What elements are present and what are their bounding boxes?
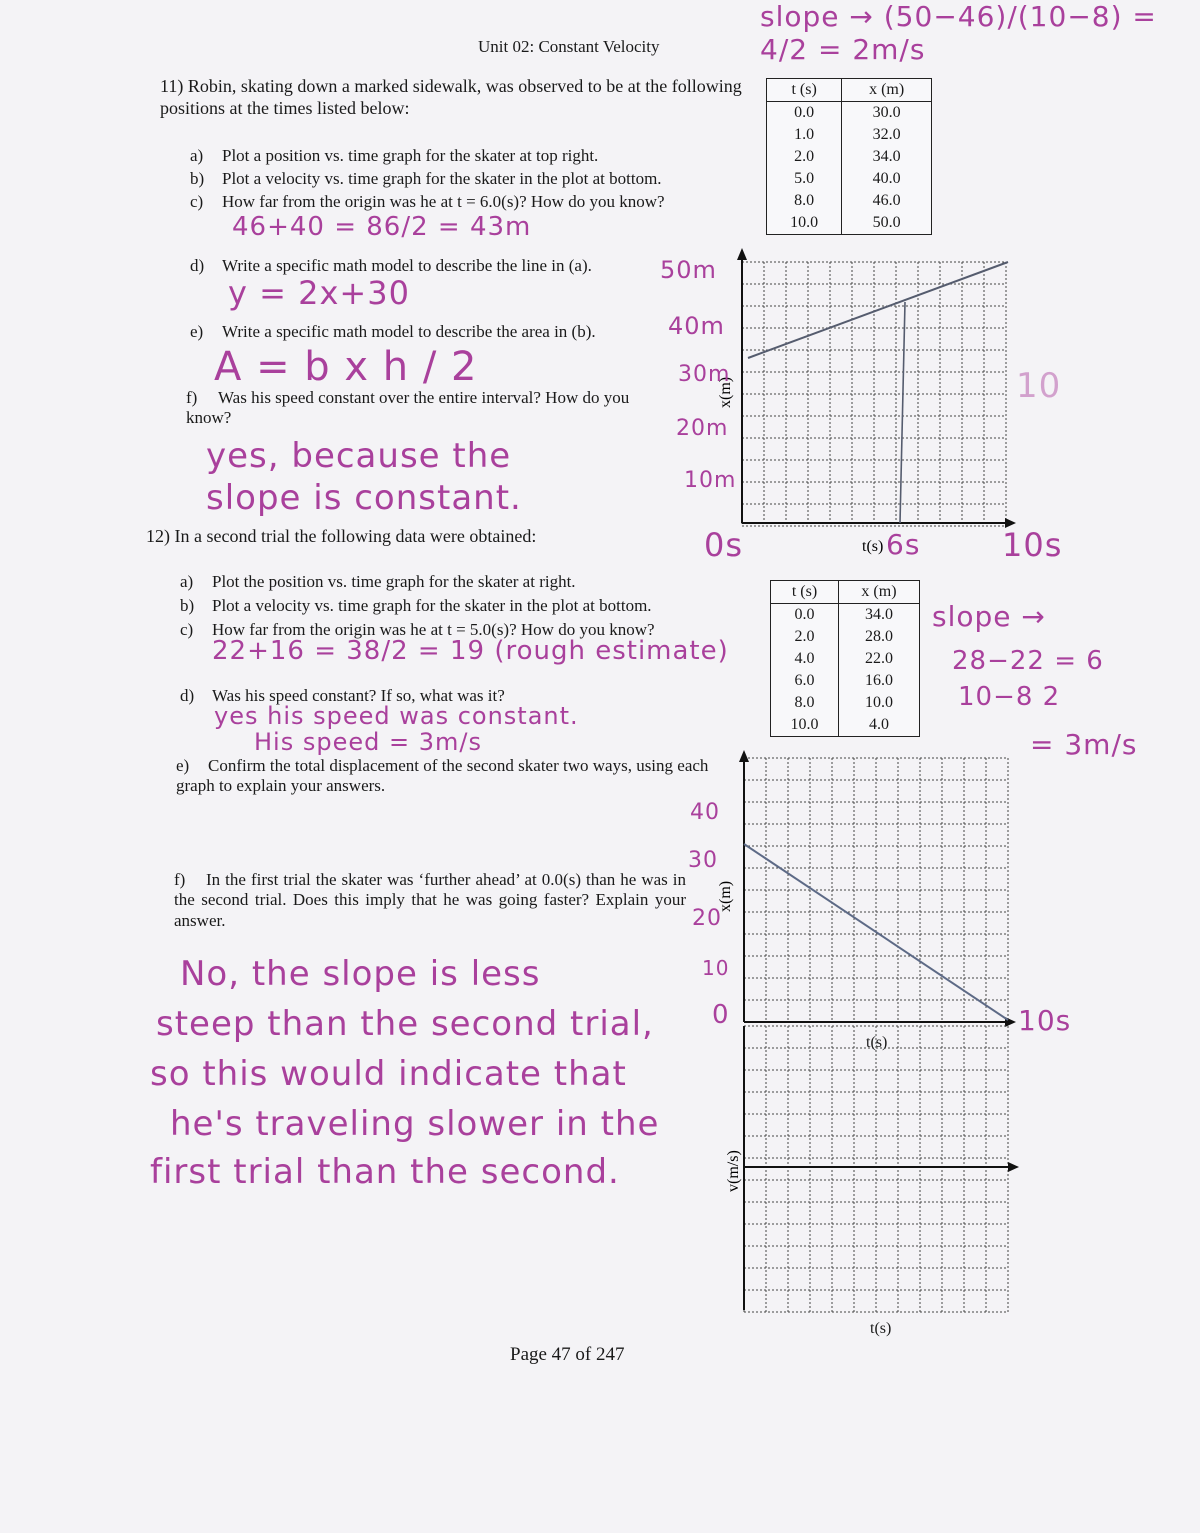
q12-answer-f-line4: he's traveling slower in the [170, 1104, 660, 1144]
q11-item-c: c) How far from the origin was he at t = 6.0(s)? How do you know? [190, 192, 665, 211]
q12-hw-xtick-10: 10s [1018, 1004, 1072, 1037]
q11-data-table [766, 78, 932, 235]
q12-item-d: d) Was his speed constant? If so, what was it? [180, 686, 505, 705]
q11-item-a: a) Plot a position vs. time graph for the skater at top right. [190, 146, 599, 165]
q12-intro-text: In a second trial the following data were obtained: [174, 526, 537, 546]
q11-item-d: d) Write a specific math model to describe the line in (a). [190, 256, 592, 275]
q12-answer-f-line1: No, the slope is less [180, 954, 541, 994]
table-row: 8.0 46.0 [767, 190, 932, 212]
q12-hw-ytick-30: 30 [688, 848, 718, 873]
table-header-row: t (s) x (m) [767, 79, 932, 102]
q12-hw-ytick-20: 20 [692, 906, 722, 931]
table-row: 8.0 10.0 [771, 692, 920, 714]
table-row: 0.0 30.0 [767, 102, 932, 125]
grid-lines [742, 262, 1006, 526]
q11-answer-f-line2: slope is constant. [206, 478, 522, 518]
grid-lines [744, 1026, 1008, 1312]
q11-hw-ytick-50: 50m [660, 256, 717, 284]
q11-intro-text: Robin, skating down a marked sidewalk, was observed to be at the following positions at the times listed below: [160, 76, 742, 118]
q12-intro [146, 526, 686, 548]
q11-hw-xtick-10: 10s [1002, 526, 1063, 564]
q12-answer-f-line2: steep than the second trial, [156, 1004, 654, 1044]
q12-item-f: f) In the first trial the skater was ‘further ahead’ at 0.0(s) than he was in the second trial. Does this imply that he was going faster? Explain your answer. [174, 870, 686, 930]
q12-item-b: b) Plot a velocity vs. time graph for the skater in the plot at bottom. [180, 596, 652, 615]
q12-answer-f-line3: so this would indicate that [150, 1054, 627, 1094]
x-axis-arrow [1008, 1162, 1019, 1172]
table-header-row: t (s) x (m) [771, 581, 920, 604]
grid-lines [744, 758, 1008, 1022]
q12-slope-line2: 28−22 = 6 [952, 646, 1104, 676]
q12-item-e: e) Confirm the total displacement of the second skater two ways, using each graph to explain your answers. [176, 756, 709, 796]
q11-xlabel: t(s) [862, 538, 884, 555]
q12-x-xlabel: t(s) [866, 1034, 888, 1051]
q12-position-graph [700, 746, 1060, 1036]
unit-title: Unit 02: Constant Velocity [478, 37, 660, 56]
q12-velocity-graph [700, 1024, 1060, 1314]
q11-hw-ytick-40: 40m [668, 312, 725, 340]
q12-answer-d-line2: His speed = 3m/s [254, 728, 482, 756]
q11-answer-c: 46+40 = 86/2 = 43m [232, 212, 532, 242]
q11-hw-ytick-10: 10m [684, 468, 737, 493]
q11-hw-ytick-30: 30m [678, 362, 731, 387]
q11-hw-ytick-20: 20m [676, 416, 729, 441]
q12-slope-line3: 10−8 2 [958, 682, 1061, 712]
q11-hw-margin-note: 10 [1016, 366, 1062, 406]
q11-plotted-line [748, 262, 1008, 358]
q11-number: 11) [160, 76, 184, 96]
y-axis-arrow [737, 248, 747, 260]
q11-intro [160, 76, 750, 119]
table-row: 2.0 34.0 [767, 146, 932, 168]
q11-hw-xtick-0: 0s [704, 526, 744, 564]
q12-v-ylabel: v(m/s) [725, 1150, 742, 1192]
table-row: 10.0 50.0 [767, 212, 932, 235]
q11-answer-f-line1: yes, because the [206, 436, 512, 476]
q11-item-f: f) Was his speed constant over the entire interval? How do you know? [186, 388, 630, 428]
table-row: 4.0 22.0 [771, 648, 920, 670]
table-row: 10.0 4.0 [771, 714, 920, 737]
q12-hw-ytick-0: 0 [712, 1000, 730, 1030]
table-row: 1.0 32.0 [767, 124, 932, 146]
q11-hw-xtick-6: 6s [886, 528, 921, 561]
q12-item-c: c) How far from the origin was he at t = 5.0(s)? How do you know? [180, 620, 655, 639]
q12-slope-line1: slope → [932, 600, 1046, 633]
table-row: 0.0 34.0 [771, 604, 920, 627]
q11-item-e: e) Write a specific math model to describe the area in (b). [190, 322, 596, 341]
q12-slope-line4: = 3m/s [1030, 728, 1138, 761]
y-axis-arrow [739, 750, 749, 762]
q12-ylabel: x(m) [717, 880, 734, 912]
q11-slope-note: slope → (50−46)/(10−8) = 4/2 = 2m/s [760, 0, 1157, 66]
table-row: 6.0 16.0 [771, 670, 920, 692]
q11-position-graph [700, 240, 1063, 570]
q12-hw-ytick-10: 10 [702, 956, 730, 980]
q12-hw-ytick-40: 40 [690, 800, 720, 825]
q11-t6-guide-line [900, 302, 905, 523]
q11-ylabel: x(m) [717, 376, 734, 408]
table-row: 2.0 28.0 [771, 626, 920, 648]
q11-answer-d: y = 2x+30 [228, 274, 410, 312]
q12-answer-f-line5: first trial than the second. [150, 1152, 620, 1192]
q12-v-xlabel: t(s) [870, 1320, 892, 1337]
q12-answer-d-line1: yes his speed was constant. [214, 702, 579, 730]
q12-number: 12) [146, 526, 170, 546]
q11-answer-e: A = b x h / 2 [214, 344, 478, 390]
page-number: Page 47 of 247 [510, 1344, 625, 1365]
q12-answer-c: 22+16 = 38/2 = 19 (rough estimate) [212, 636, 729, 666]
q11-item-b: b) Plot a velocity vs. time graph for the skater in the plot at bottom. [190, 169, 662, 188]
q12-data-table [770, 580, 920, 737]
q12-item-a: a) Plot the position vs. time graph for the skater at right. [180, 572, 576, 591]
table-row: 5.0 40.0 [767, 168, 932, 190]
